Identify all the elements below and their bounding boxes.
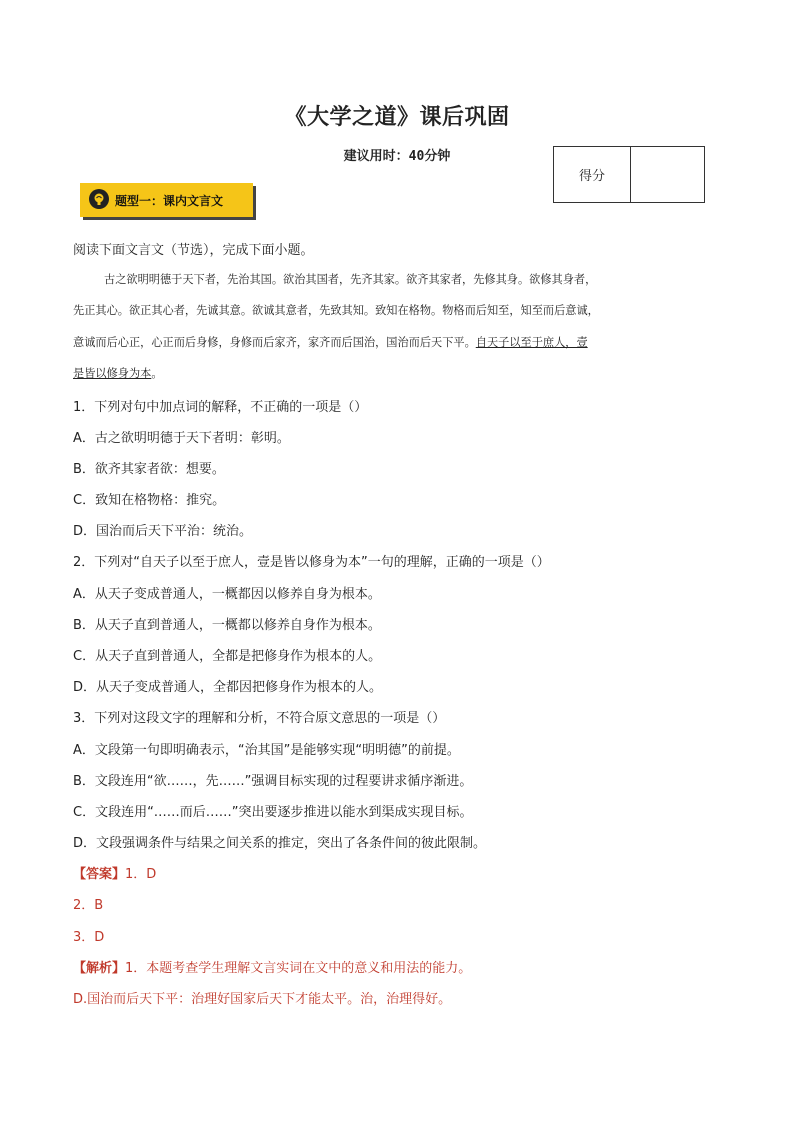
answer-3: 3．D [73,930,105,945]
answer-1: 1．D [125,867,157,882]
question-1-option-c[interactable]: C．致知在格物格：推究。 [73,493,226,508]
question-3-option-c[interactable]: C．文段连用“……而后……”突出要逐步推进以能水到渠成实现目标。 [73,805,473,820]
question-3-option-d[interactable]: D．文段强调条件与结果之间关系的推定，突出了各条件间的彼此限制。 [73,836,487,851]
question-1-stem: 1．下列对句中加点词的解释，不正确的一项是（） [73,400,368,415]
question-2-option-a[interactable]: A．从天子变成普通人，一概都因以修养自身为根本。 [73,587,381,602]
question-1-option-b[interactable]: B．欲齐其家者欲：想要。 [73,462,225,477]
passage-line-4-underlined: 是皆以修身为本 [73,367,152,380]
passage-line-4-end: 。 [151,367,163,380]
question-3-option-b[interactable]: B．文段连用“欲……，先……”强调目标实现的过程要讲求循序渐进。 [73,774,473,789]
passage-line-2: 先正其心。欲正其心者，先诚其意。欲诚其意者，先致其知。致知在格物。物格而后知至，知至而后意诚， [73,304,599,317]
question-2-stem: 2．下列对“自天子以至于庶人，壹是皆以修身为本”一句的理解，正确的一项是（） [73,555,550,570]
section-banner [80,183,257,221]
passage-line-3-text: 意诚而后心正，心正而后身修，身修而后家齐，家齐而后国治，国治而后天下平。 [73,336,476,349]
question-1-option-d[interactable]: D．国治而后天下平治：统治。 [73,524,253,539]
passage-line-3 [73,334,723,350]
score-table [553,146,705,203]
analysis-text-1: 1．本题考查学生理解文言实词在文中的意义和用法的能力。 [125,961,472,976]
score-value-cell[interactable] [631,147,704,202]
suggested-time: 建议用时：40分钟 [343,149,451,164]
analysis-label: 【解析】 [73,961,126,976]
question-2-option-d[interactable]: D．从天子变成普通人，全都因把修身作为根本的人。 [73,680,383,695]
banner-label: 题型一：课内文言文 [115,194,224,208]
passage-line-4 [73,365,723,381]
answer-line-1 [73,863,156,882]
answer-2: 2．B [73,898,104,913]
page-title: 《大学之道》课后巩固 [284,105,510,130]
analysis-line-2: D.国治而后天下平：治理好国家后天下才能太平。治，治理得好。 [73,992,452,1007]
brain-head-icon [89,189,109,209]
passage-line-1: 古之欲明明德于天下者，先治其国。欲治其国者，先齐其家。欲齐其家者，先修其身。欲修其身者， [104,273,597,286]
passage-line-3-underlined: 自天子以至于庶人，壹 [475,336,588,349]
score-label: 得分 [554,147,631,202]
question-2-option-c[interactable]: C．从天子直到普通人，全都是把修身作为根本的人。 [73,649,382,664]
analysis-line-1 [73,957,471,976]
reading-intro: 阅读下面文言文（节选），完成下面小题。 [73,243,314,258]
question-3-stem: 3．下列对这段文字的理解和分析，不符合原文意思的一项是（） [73,711,446,726]
question-1-option-a[interactable]: A．古之欲明明德于天下者明：彰明。 [73,431,290,446]
question-3-option-a[interactable]: A．文段第一句即明确表示，“治其国”是能够实现“明明德”的前提。 [73,743,460,758]
question-2-option-b[interactable]: B．从天子直到普通人，一概都以修养自身作为根本。 [73,618,381,633]
answer-label: 【答案】 [73,867,126,882]
